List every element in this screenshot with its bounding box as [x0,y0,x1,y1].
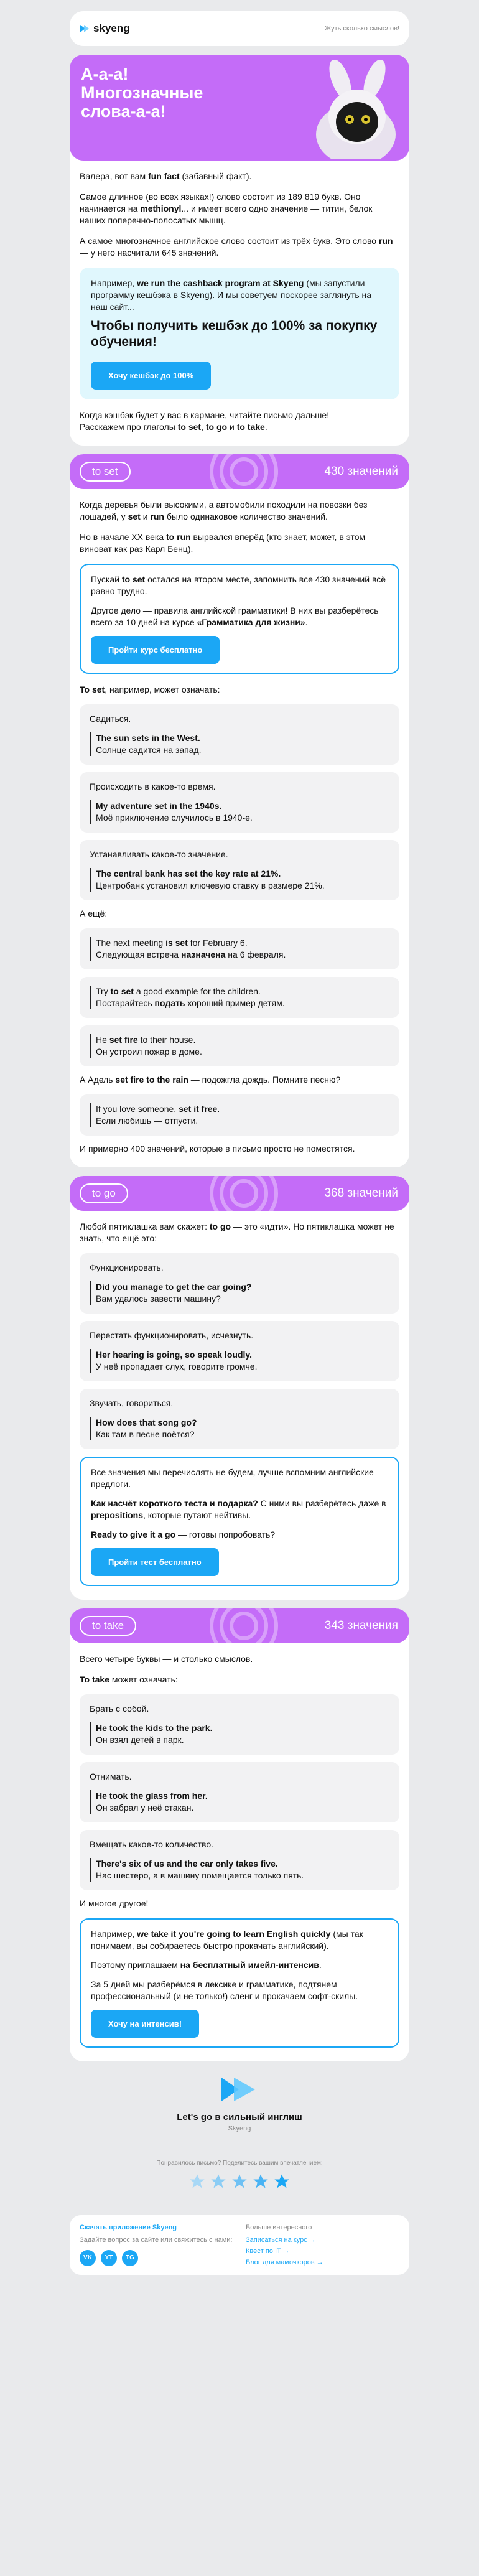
set-lead: To set, например, может означать: [80,684,220,694]
social-links [80,2250,233,2266]
go-paragraph-1: Любой пятиклашка вам скажет: to go — это «идти». Но пятиклашка может не знать, что ещё это: [80,1221,394,1243]
email [70,0,409,2275]
rating-question: Понравилось письмо? Поделитесь вашим впечатлением: [156,2160,323,2167]
section-to-go [70,1176,409,1600]
to-go-banner [70,1176,409,1211]
section-to-set [70,454,409,1167]
footer-links-panel [70,2215,409,2275]
waves-decoration [194,1176,294,1211]
section-to-take [70,1608,409,2061]
email-header [70,11,409,46]
meaning-example: Функционировать. Did you manage to get the car going? Вам удалось завести машину? [80,1253,399,1314]
cat-in-bunny-hat-illustration [306,60,406,159]
meaning-example: Звучать, говориться. How does that song go? Как там в песне поётся? [80,1389,399,1449]
meaning-count: 368 значений [324,1187,398,1200]
also-label: А ещё: [80,908,108,918]
cashback-text: Например, we run the cashback program at Skyeng (мы запустили программу кешбэка в Skyeng). И мы советуем поскорее заглянуть на наш сайт... [91,278,372,312]
prepositions-test-box: Все значения мы перечислять не будем, лучше вспомним английские предлоги. Как насчёт короткого теста и подарка? С ними вы разберётесь даже в prepositions, которые путают нейтивы. Ready to give it a go — готовы попробовать? Пройти тест бесплатно [80,1457,399,1586]
waves-decoration [194,454,294,489]
star-icon[interactable] [231,2173,248,2190]
footer-slogan: Let's go в сильный инглиш [177,2112,302,2122]
star-icon[interactable] [188,2173,206,2190]
meaning-example: Брать с собой. He took the kids to the park. Он взял детей в парк. [80,1694,399,1755]
extra-example: He set fire to their house. Он устроил пожар в доме. [80,1025,399,1066]
take-lead: To take может означать: [80,1674,178,1684]
footer-link[interactable]: Записаться на курс → [246,2236,316,2244]
cashback-promo-box [80,268,399,399]
hero-banner [70,55,409,161]
intro-card [70,55,409,446]
hero-title: А-а-а! Многозначные слова-а-а! [81,65,203,121]
cashback-headline: Чтобы получить кешбэк до 100% за покупку обучения! [91,319,378,349]
adele-note: А Адель set fire to the rain — подожгла дождь. Помните песню? [80,1075,341,1085]
waves-decoration [194,1608,294,1643]
app-download-link[interactable]: Скачать приложение Skyeng [80,2224,177,2231]
grammar-course-box: Пускай to set остался на втором месте, запомнить все 430 значений всё равно трудно. Другое дело — правила английской грамматики! В них вы разберётесь всего за 10 дней на курсе «Грамматика для жизни». Пройти курс бесплатно [80,564,399,674]
meaning-count: 343 значения [324,1619,398,1632]
set-paragraph-2: Но в начале XX века to run вырвался вперёд (кто знает, может, в этом виноват как раз Карл Бенц). [80,532,366,554]
test-button[interactable]: Пройти тест бесплатно [91,1548,219,1576]
contact-text: Задайте вопрос за сайте или свяжитесь с нами: [80,2236,233,2244]
meaning-example: Садиться. The sun sets in the West. Солнце садится на запад. [80,704,399,765]
to-set-banner [70,454,409,489]
meaning-example: Отнимать. He took the glass from her. Он забрал у неё стакан. [80,1762,399,1822]
extra-example: The next meeting is set for February 6. Следующая встреча назначена на 6 февраля. [80,928,399,969]
intensive-box: Например, we take it you're going to learn English quickly (мы так понимаем, вы собираетесь быстро прокачать английский). Поэтому приглашаем на бесплатный имейл-интенсив. За 5 дней мы разберёмся в лексике и грамматике, подтянем профессиональный (и не только!) сленг и прокачаем софт-скилы. Хочу на интенсив! [80,1918,399,2048]
footer-link[interactable]: Квест по IT → [246,2247,290,2255]
meaning-example: Происходить в какое-то время. My adventure set in the 1940s. Моё приключение случилось в 1940-е. [80,772,399,833]
footer-brand: Skyeng [228,2125,251,2132]
brand-name: skyeng [93,22,130,34]
meaning-example: Устанавливать какое-то значение. The central bank has set the key rate at 21%. Центробанк установил ключевую ставку в размере 21%. [80,840,399,900]
intro-paragraph-longest-word: Самое длинное (во всех языках!) слово состоит из 189 819 букв. Оно начинается на methionyl... и имеет всего одно значение — титин, белок наших поперечно-полосатых мышц. [80,192,373,225]
vk-icon[interactable]: VK [80,2250,96,2266]
tagline: Жуть сколько смыслов! [325,25,399,32]
star-icon[interactable] [210,2173,227,2190]
extra-example: Try to set a good example for the children. Постарайтесь подать хороший пример детям. [80,977,399,1018]
intro-outro: Когда кэшбэк будет у вас в кармане, читайте письмо дальше! Расскажем про глаголы to set, to go и to take. [80,410,330,432]
intensive-button[interactable]: Хочу на интенсив! [91,2010,199,2038]
take-paragraph-1: Всего четыре буквы — и столько смыслов. [80,1654,253,1664]
email-footer [70,2070,409,2190]
star-icon[interactable] [252,2173,269,2190]
skyeng-logo-icon [218,2075,261,2104]
to-take-banner [70,1608,409,1643]
intro-paragraph-run: А самое многозначное английское слово состоит из трёх букв. Это слово run — у него насчитали 645 значений. [80,236,393,258]
verb-pill: to take [80,1616,136,1636]
youtube-icon[interactable]: YT [101,2250,117,2266]
grammar-course-button[interactable]: Пройти курс бесплатно [91,636,220,664]
meaning-example: Вмещать какое-то количество. There's six of us and the car only takes five. Нас шестеро, а в машину помещается только пять. [80,1830,399,1890]
cashback-button[interactable]: Хочу кешбэк до 100% [91,362,211,390]
logo[interactable] [80,22,130,35]
take-more: И многое другое! [80,1898,149,1908]
rating-stars [70,2173,409,2190]
verb-pill: to go [80,1183,128,1203]
skyeng-logo-icon [80,24,90,34]
more-title: Больше интересного [246,2224,312,2231]
telegram-icon[interactable]: TG [122,2250,138,2266]
star-icon[interactable] [273,2173,291,2190]
meaning-example: Перестать функционировать, исчезнуть. Her hearing is going, so speak loudly. У неё пропадает слух, говорите громче. [80,1321,399,1381]
set-outro: И примерно 400 значений, которые в письмо просто не поместятся. [80,1144,355,1154]
extra-example: If you love someone, set it free. Если любишь — отпусти. [80,1094,399,1136]
verb-pill: to set [80,462,131,482]
footer-link[interactable]: Блог для мамочкоров → [246,2259,323,2266]
greeting: Валера, вот вам fun fact (забавный факт). [80,171,252,181]
set-paragraph-1: Когда деревья были высокими, а автомобили походили на повозки без лошадей, у set и run было одинаковое количество значений. [80,500,368,521]
meaning-count: 430 значений [324,465,398,478]
